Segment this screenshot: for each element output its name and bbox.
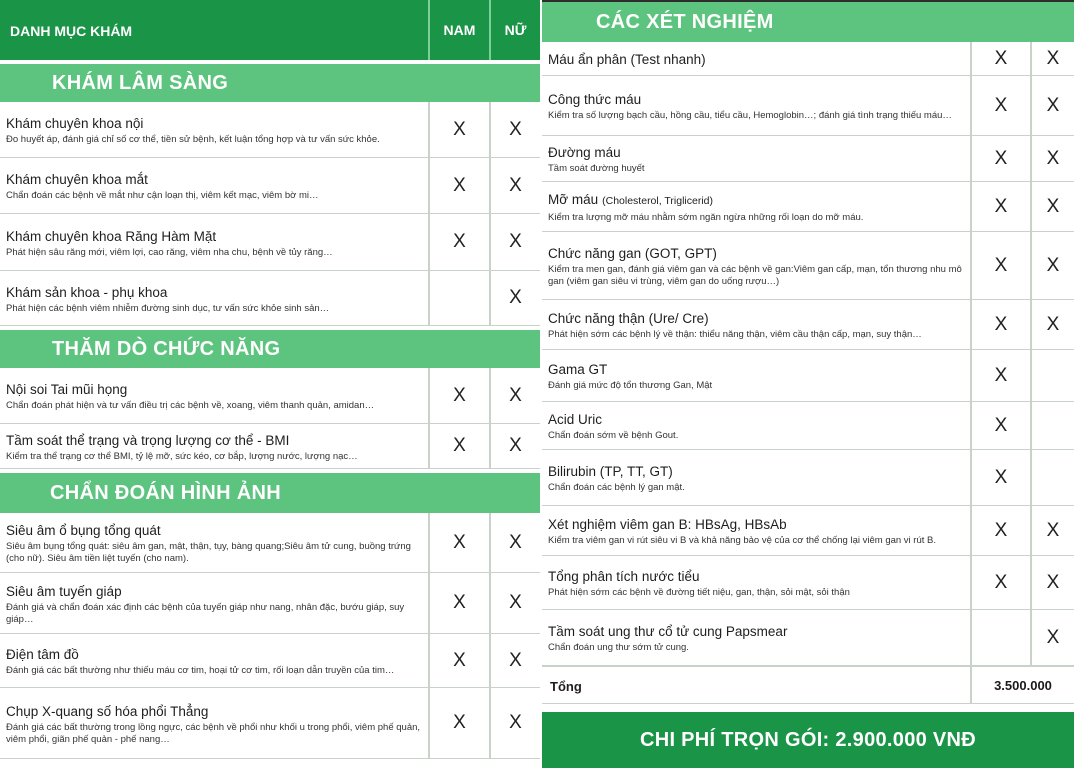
- item-name-text: Chụp X-quang số hóa phổi Thẳng: [6, 703, 209, 719]
- item-name: [548, 91, 964, 108]
- section-title: KHÁM LÂM SÀNG: [0, 64, 540, 102]
- item-name: [6, 703, 422, 720]
- item-description: Kiểm tra viêm gan vi rút siêu vi B và khả năng bảo vệ của cơ thể chống lại viêm gan vi rút B.: [548, 535, 937, 546]
- item-description: Chẩn đoán phát hiện và tư vấn điều trị các bệnh về, xoang, viêm thanh quản, amidan…: [6, 400, 375, 411]
- item-info: [542, 76, 970, 135]
- item-description: Chẩn đoán các bệnh về mắt như cận loạn thị, viêm kết mạc, viêm bờ mi…: [6, 190, 319, 201]
- female-check: [1030, 350, 1074, 401]
- male-check: X: [970, 232, 1030, 299]
- female-check: X: [489, 573, 540, 633]
- item-name-text: Khám chuyên khoa mắt: [6, 172, 148, 187]
- female-check: X: [1030, 556, 1074, 609]
- item-info: [542, 506, 970, 555]
- item-description: Phát hiện sớm các bệnh lý về thận: thiểu năng thận, viêm cầu thận cấp, mạn, suy thận…: [548, 329, 922, 340]
- female-check: X: [1030, 610, 1074, 665]
- table-row: [542, 402, 1074, 450]
- total-row: [542, 666, 1074, 704]
- table-row: [542, 556, 1074, 610]
- table-row: [542, 42, 1074, 76]
- male-check: X: [428, 368, 489, 423]
- header-male: NAM: [428, 0, 489, 60]
- item-description: Kiểm tra thể trạng cơ thể BMI, tỷ lệ mỡ, sức kéo, cơ bắp, lượng nước, lượng nạc…: [6, 450, 358, 462]
- table-row: [0, 368, 540, 424]
- item-name-text: Khám chuyên khoa Răng Hàm Mặt: [6, 228, 217, 244]
- item-name-text: Xét nghiệm viêm gan B: HBsAg, HBsAb: [548, 517, 787, 532]
- item-name-text: Khám sản khoa - phụ khoa: [6, 284, 168, 300]
- item-name-text: Gama GT: [548, 362, 608, 377]
- left-panel: [0, 0, 540, 759]
- item-info: [542, 182, 970, 231]
- male-check: X: [428, 688, 489, 758]
- table-row: [542, 610, 1074, 666]
- male-check: X: [970, 182, 1030, 231]
- male-check: X: [970, 136, 1030, 181]
- item-name-text: Máu ẩn phân (Test nhanh): [548, 52, 706, 67]
- item-description: Chẩn đoán ung thư sớm tử cung.: [548, 642, 689, 653]
- male-check: X: [428, 214, 489, 270]
- female-check: X: [489, 271, 540, 325]
- item-name-text: Siêu âm tuyến giáp: [6, 583, 122, 599]
- item-name-text: Bilirubin (TP, TT, GT): [548, 464, 673, 479]
- female-check: X: [1030, 232, 1074, 299]
- item-description: Đánh giá mức độ tổn thương Gan, Mật: [548, 380, 713, 391]
- section-title-tests: CÁC XÉT NGHIỆM: [542, 2, 1074, 42]
- male-check: X: [970, 42, 1030, 75]
- item-info: [542, 450, 970, 505]
- female-check: X: [1030, 300, 1074, 349]
- header-female: NỮ: [489, 0, 540, 60]
- male-check: X: [970, 76, 1030, 135]
- package-price-banner: CHI PHÍ TRỌN GÓI: 2.900.000 VNĐ: [542, 712, 1074, 768]
- male-check: X: [428, 158, 489, 213]
- male-check: X: [428, 513, 489, 572]
- female-check: X: [489, 513, 540, 572]
- item-name: [548, 144, 964, 161]
- item-description: Siêu âm bụng tổng quát: siêu âm gan, mật, thận, tụy, bàng quang;Siêu âm tử cung, buồng trứng (cho nữ). Siêu âm tiền liệt tuyến (cho nam).: [6, 541, 411, 564]
- female-check: X: [489, 102, 540, 157]
- item-name: [548, 310, 964, 327]
- item-description: Phát hiện sớm các bệnh về đường tiết niệu, gan, thận, sỏi mật, sỏi thận: [548, 587, 850, 598]
- item-name: [548, 411, 964, 428]
- item-info: [542, 402, 970, 449]
- item-name: [548, 623, 964, 640]
- item-name-text: Tầm soát thể trạng và trọng lượng cơ thể - BMI: [6, 432, 290, 448]
- table-row: [542, 506, 1074, 556]
- male-check: X: [428, 102, 489, 157]
- female-check: X: [489, 158, 540, 213]
- item-info: [0, 368, 428, 423]
- table-row: [542, 182, 1074, 232]
- female-check: X: [1030, 42, 1074, 75]
- item-name: [6, 171, 422, 188]
- item-name-text: Điện tâm đồ: [6, 647, 79, 662]
- table-header: [0, 0, 540, 60]
- female-check: X: [1030, 76, 1074, 135]
- male-check: X: [970, 402, 1030, 449]
- item-name-text: Công thức máu: [548, 92, 642, 107]
- item-info: [542, 136, 970, 181]
- item-description: Chẩn đoán sớm về bệnh Gout.: [548, 430, 679, 441]
- total-label: Tổng: [550, 678, 582, 694]
- table-row: [0, 513, 540, 573]
- male-check: X: [428, 424, 489, 468]
- table-row: [542, 350, 1074, 402]
- total-value: 3.500.000: [970, 667, 1074, 703]
- item-info: [0, 424, 428, 468]
- item-info: [542, 300, 970, 349]
- item-name-sub: (Cholesterol, Triglicerid): [602, 195, 713, 207]
- male-check: X: [970, 506, 1030, 555]
- section-title: CHẨN ĐOÁN HÌNH ẢNH: [0, 473, 540, 513]
- table-row: [542, 136, 1074, 182]
- item-name-text: Tầm soát ung thư cổ tử cung Papsmear: [548, 624, 788, 639]
- table-row: [0, 214, 540, 271]
- item-name-text: Mỡ máu: [548, 192, 599, 207]
- right-panel: [542, 2, 1074, 704]
- item-info: [542, 350, 970, 401]
- item-description: Chẩn đoán các bệnh lý gan mật.: [548, 482, 685, 493]
- item-description: Kiểm tra số lượng bạch cầu, hồng cầu, tiểu cầu, Hemoglobin…; đánh giá tình trạng thiếu máu…: [548, 110, 952, 121]
- item-info: [0, 158, 428, 213]
- item-name: [548, 245, 964, 262]
- item-name-text: Tổng phân tích nước tiểu: [548, 569, 700, 584]
- female-check: [1030, 402, 1074, 449]
- section-title: THĂM DÒ CHỨC NĂNG: [0, 330, 540, 368]
- item-name: [6, 284, 422, 301]
- item-info: [542, 232, 970, 299]
- table-row: [0, 688, 540, 759]
- female-check: X: [489, 368, 540, 423]
- female-check: X: [489, 214, 540, 270]
- table-row: [542, 232, 1074, 300]
- table-row: [542, 76, 1074, 136]
- male-check: X: [428, 634, 489, 687]
- item-description: Kiểm tra men gan, đánh giá viêm gan và các bệnh về gan:Viêm gan cấp, mạn, tổn thương nhu mô gan (viêm gan siêu vi trùng, viêm gan do uống rượu…): [548, 264, 962, 287]
- male-check: [428, 271, 489, 325]
- item-name: [6, 432, 422, 449]
- item-info: [0, 634, 428, 687]
- table-row: [0, 158, 540, 214]
- item-info: [0, 102, 428, 157]
- female-check: X: [1030, 136, 1074, 181]
- female-check: X: [489, 634, 540, 687]
- item-name-text: Chức năng thận (Ure/ Cre): [548, 311, 709, 326]
- item-name: [6, 381, 422, 398]
- male-check: X: [970, 350, 1030, 401]
- table-row: [0, 102, 540, 158]
- item-info: [0, 214, 428, 270]
- female-check: X: [1030, 506, 1074, 555]
- table-row: [0, 271, 540, 326]
- table-row: [0, 573, 540, 634]
- item-name: [548, 51, 964, 68]
- item-info: [542, 556, 970, 609]
- item-name-text: Nội soi Tai mũi họng: [6, 382, 128, 397]
- item-name-text: Đường máu: [548, 145, 621, 160]
- item-description: Đo huyết áp, đánh giá chỉ số cơ thể, tiền sử bệnh, kết luận tổng hợp và tư vấn sức khỏe.: [6, 134, 380, 145]
- male-check: X: [970, 556, 1030, 609]
- item-info: [0, 271, 428, 325]
- item-info: [0, 573, 428, 633]
- item-info: [542, 610, 970, 665]
- item-name: [6, 646, 422, 663]
- item-name: [548, 361, 964, 378]
- item-description: Phát hiện sâu răng mới, viêm lợi, cao răng, viêm nha chu, bệnh về tủy răng…: [6, 246, 333, 258]
- item-description: Đánh giá các bất thường trong lồng ngực, các bệnh về phổi như khối u trong phổi, viêm phế quản, viêm phổi, giãn phế quản - phế nang…: [6, 721, 421, 745]
- female-check: X: [1030, 182, 1074, 231]
- item-info: [542, 42, 970, 75]
- table-row: [542, 300, 1074, 350]
- item-name: [6, 115, 422, 132]
- item-info: [0, 688, 428, 758]
- header-title: DANH MỤC KHÁM: [10, 23, 133, 39]
- item-name: [548, 516, 964, 533]
- item-name: [548, 191, 964, 210]
- item-name: [6, 228, 422, 245]
- female-check: X: [489, 688, 540, 758]
- item-name-text: Siêu âm ổ bụng tổng quát: [6, 523, 161, 538]
- item-description: Đánh giá các bất thường như thiếu máu cơ tim, hoại tử cơ tim, rối loạn dẫn truyền của tim…: [6, 665, 395, 676]
- item-name-text: Khám chuyên khoa nội: [6, 116, 144, 131]
- item-info: [0, 513, 428, 572]
- table-row: [0, 634, 540, 688]
- item-name: [548, 568, 964, 585]
- item-name: [6, 522, 422, 539]
- table-row: [542, 450, 1074, 506]
- female-check: [1030, 450, 1074, 505]
- male-check: X: [428, 573, 489, 633]
- item-name: [548, 463, 964, 480]
- female-check: X: [489, 424, 540, 468]
- male-check: [970, 610, 1030, 665]
- item-name-text: Acid Uric: [548, 412, 603, 427]
- item-name-text: Chức năng gan (GOT, GPT): [548, 246, 717, 261]
- item-description: Kiểm tra lượng mỡ máu nhằm sớm ngăn ngừa những rối loạn do mỡ máu.: [548, 212, 864, 223]
- item-description: Đánh giá và chẩn đoán xác định các bệnh của tuyến giáp như nang, nhân đặc, bướu giáp, suy giáp…: [6, 601, 405, 625]
- male-check: X: [970, 300, 1030, 349]
- item-description: Phát hiện các bệnh viêm nhiễm đường sinh dục, tư vấn sức khỏe sinh sản…: [6, 302, 330, 314]
- item-description: Tầm soát đường huyết: [548, 163, 645, 174]
- table-row: [0, 424, 540, 469]
- item-name: [6, 583, 422, 600]
- male-check: X: [970, 450, 1030, 505]
